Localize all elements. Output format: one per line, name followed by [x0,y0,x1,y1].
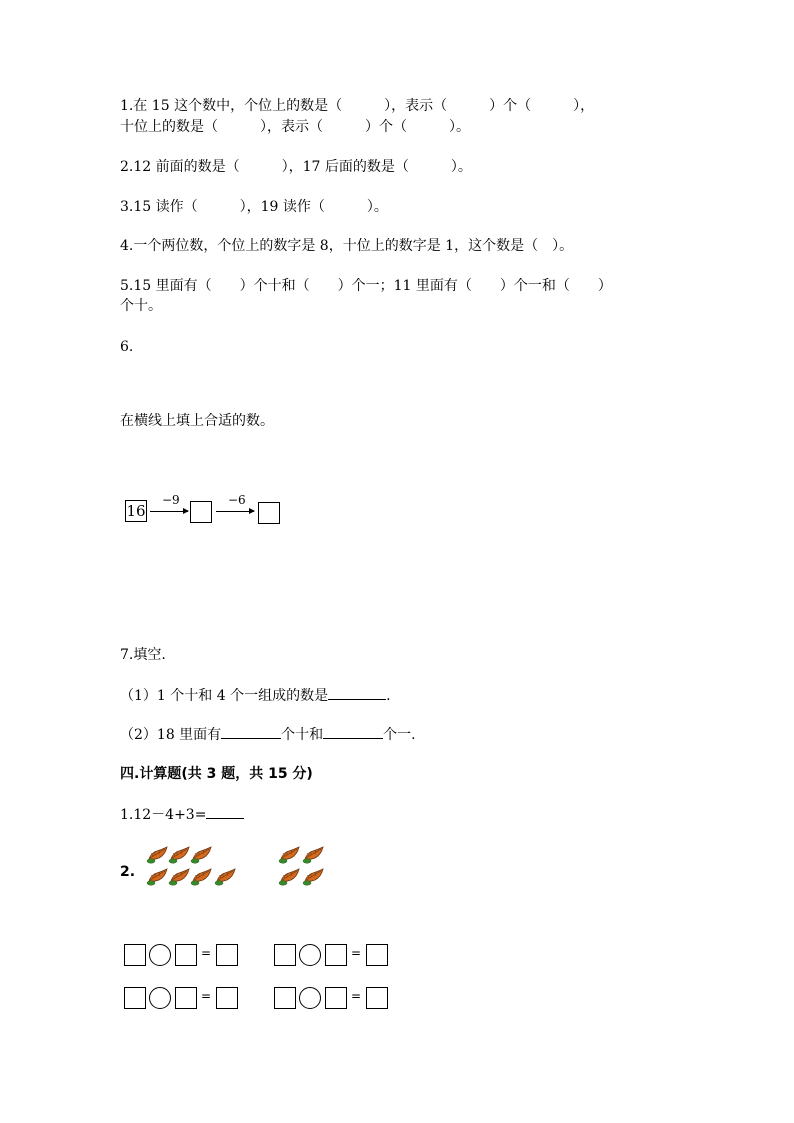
eq3-box-b[interactable] [175,987,197,1009]
eq3-box-result[interactable] [216,987,238,1009]
eq4-box-b[interactable] [325,987,347,1009]
q6-number: 6. [120,339,134,355]
start-number-box: 16 [126,502,146,520]
q7-part2-mid: 个十和 [281,727,324,743]
eq2-equals: = [351,946,362,960]
eq4-equals: = [351,989,362,1003]
q7-part1-prefix: （1）1 个十和 4 个一组成的数是 [120,688,329,704]
leaf-group-right [277,843,327,892]
q7-part2 [120,724,416,745]
calc1 [120,804,244,825]
eq1-box-b[interactable] [175,944,197,966]
eq1-box-a[interactable] [124,944,146,966]
calc1-expr: 1.12－4+3= [120,807,207,823]
q7-part1-suffix: . [386,688,391,704]
op2-label: −6 [228,493,246,507]
eq4-box-result[interactable] [366,987,388,1009]
q1-line1: 1.在 15 这个数中，个位上的数是（ ），表示（ ）个（ ）， [120,98,595,114]
answer-box-2[interactable] [258,502,280,524]
answer-box-1[interactable] [190,501,212,523]
eq3-box-a[interactable] [124,987,146,1009]
q7-part2-blank1[interactable] [221,724,281,739]
eq3-equals: = [201,989,212,1003]
section4-title: 四.计算题(共 3 题，共 15 分) [120,766,313,782]
q5-line1: 5.15 里面有（ ）个十和（ ）个一；11 里面有（ ）个一和（ ） [120,278,612,294]
eq4-operator-circle[interactable] [299,987,321,1009]
q7-part1 [120,685,391,706]
arrow-2 [216,511,254,512]
eq1-operator-circle[interactable] [149,944,171,966]
eq1-equals: = [201,946,212,960]
eq4-box-a[interactable] [274,987,296,1009]
eq2-box-b[interactable] [325,944,347,966]
eq2-box-a[interactable] [274,944,296,966]
calc2-number: 2. [120,864,136,880]
leaves-right-icon [277,843,327,888]
q4: 4.一个两位数，个位上的数字是 8，十位上的数字是 1，这个数是（ ）。 [120,238,574,254]
eq3-operator-circle[interactable] [149,987,171,1009]
eq2-box-result[interactable] [366,944,388,966]
q6-instruction: 在横线上填上合适的数。 [120,413,274,429]
q3: 3.15 读作（ ），19 读作（ ）。 [120,199,388,215]
leaf-group-left [145,843,245,892]
q7-part2-blank2[interactable] [323,724,383,739]
q7-part2-prefix: （2）18 里面有 [120,727,222,743]
arrow-1 [150,511,188,512]
eq1-box-result[interactable] [216,944,238,966]
q5-line2: 个十。 [120,298,162,314]
q7-part2-suffix: 个一. [383,727,416,743]
q7-title: 7.填空. [120,647,166,663]
q2: 2.12 前面的数是（ ），17 后面的数是（ ）。 [120,159,472,175]
q7-part1-blank[interactable] [328,685,386,700]
op1-label: −9 [162,493,180,507]
calc1-answer-blank[interactable] [206,804,244,819]
leaves-left-icon [145,843,245,888]
eq2-operator-circle[interactable] [299,944,321,966]
q1-line2: 十位上的数是（ ），表示（ ）个（ ）。 [120,119,470,135]
